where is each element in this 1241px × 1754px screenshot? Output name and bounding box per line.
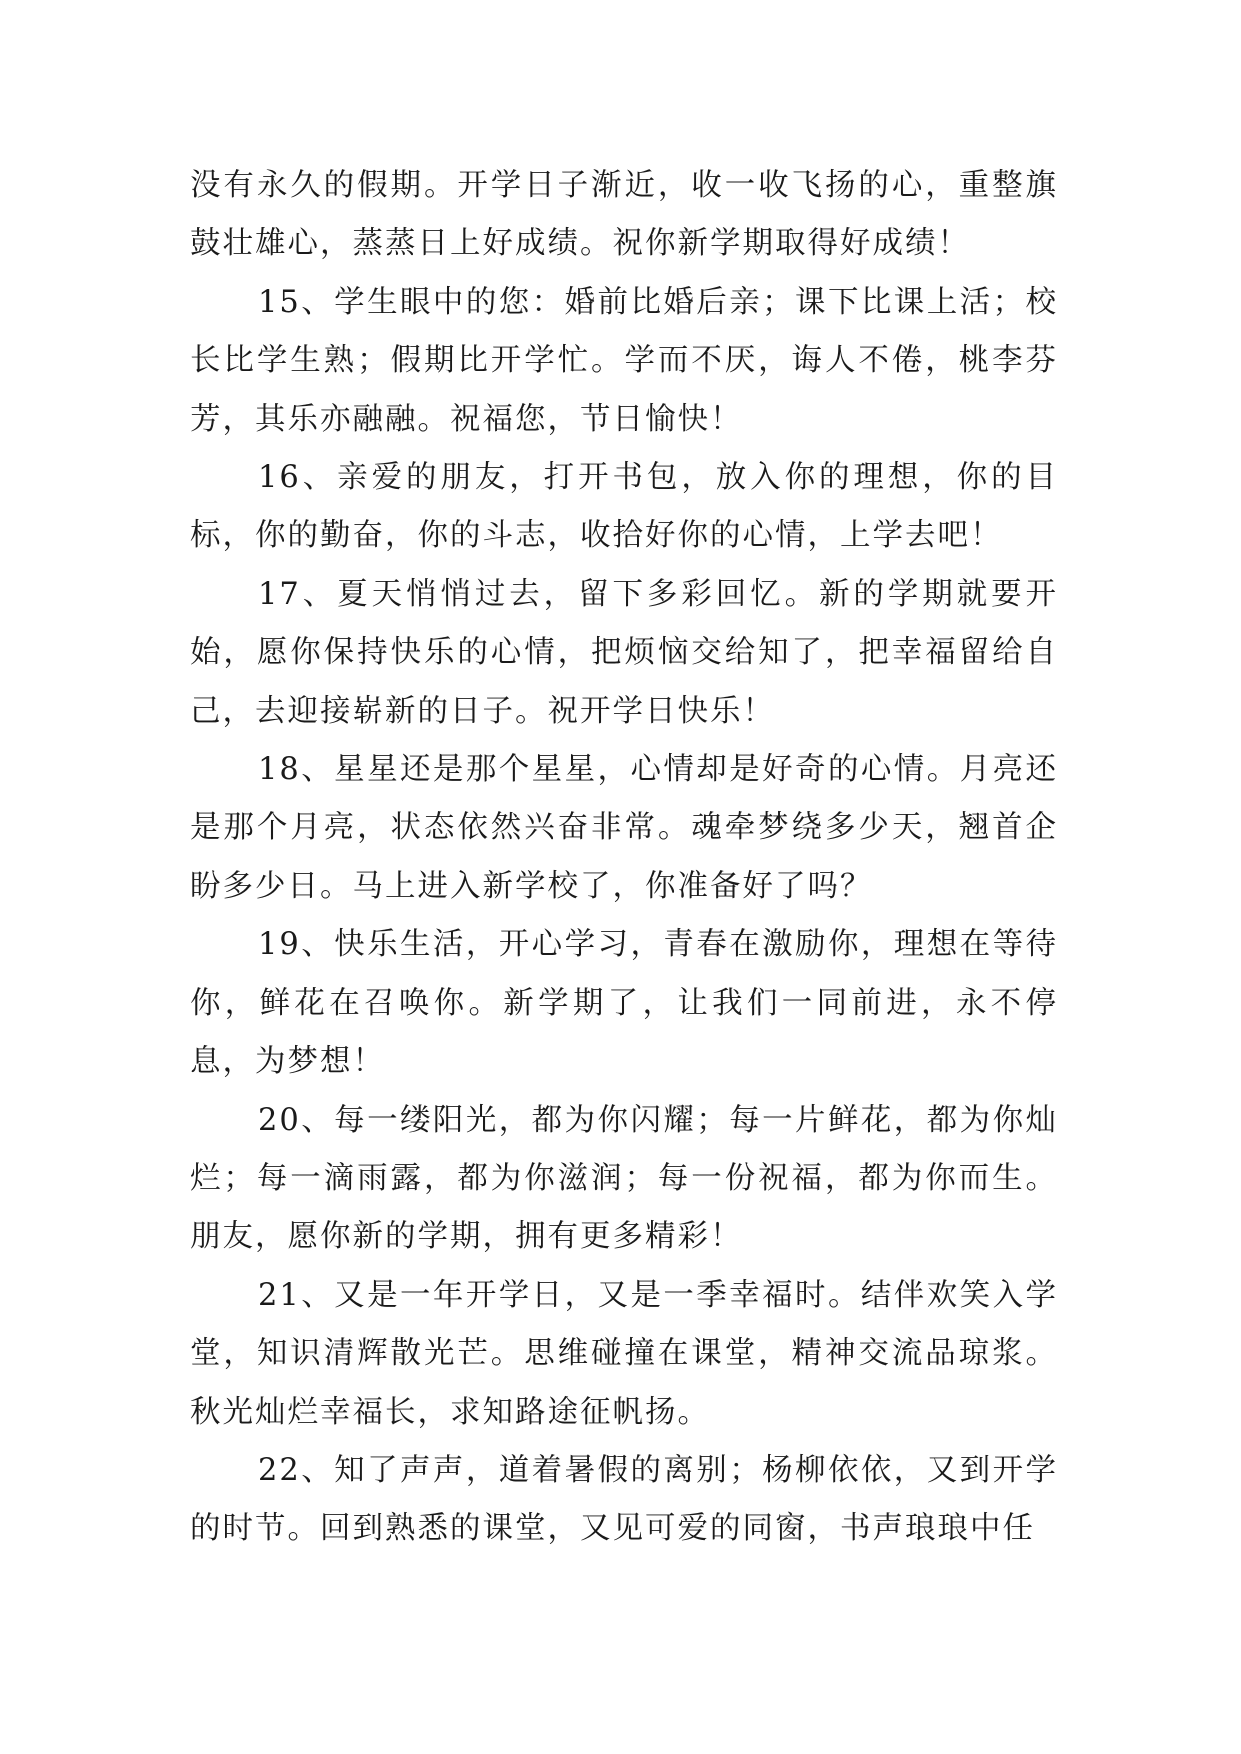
paragraph-16: 16、亲爱的朋友，打开书包，放入你的理想，你的目标，你的勤奋，你的斗志，收拾好你的心情，上学去吧！ xyxy=(190,460,1058,554)
paragraph-continuation: 没有永久的假期。开学日子渐近，收一收飞扬的心，重整旗鼓壮雄心，蒸蒸日上好成绩。祝你新学期取得好成绩！ xyxy=(190,168,1058,262)
paragraph-22: 22、知了声声，道着暑假的离别；杨柳依依，又到开学的时节。回到熟悉的课堂，又见可爱的同窗，书声琅琅中任 xyxy=(190,1452,1058,1547)
document-body xyxy=(190,157,1058,1559)
paragraph-19: 19、快乐生活，开心学习，青春在激励你，理想在等待你，鲜花在召唤你。新学期了，让我们一同前进，永不停息，为梦想！ xyxy=(190,927,1058,1080)
paragraph-17: 17、夏天悄悄过去，留下多彩回忆。新的学期就要开始，愿你保持快乐的心情，把烦恼交给知了，把幸福留给自己，去迎接崭新的日子。祝开学日快乐！ xyxy=(190,576,1058,729)
paragraph-20: 20、每一缕阳光，都为你闪耀；每一片鲜花，都为你灿烂；每一滴雨露，都为你滋润；每一份祝福，都为你而生。朋友，愿你新的学期，拥有更多精彩！ xyxy=(190,1102,1058,1255)
paragraph-15: 15、学生眼中的您：婚前比婚后亲；课下比课上活；校长比学生熟；假期比开学忙。学而不厌，诲人不倦，桃李芬芳，其乐亦融融。祝福您，节日愉快！ xyxy=(190,284,1058,437)
paragraph-21: 21、又是一年开学日，又是一季幸福时。结伴欢笑入学堂，知识清辉散光芒。思维碰撞在课堂，精神交流品琼浆。秋光灿烂幸福长，求知路途征帆扬。 xyxy=(190,1277,1058,1430)
paragraph-18: 18、星星还是那个星星，心情却是好奇的心情。月亮还是那个月亮，状态依然兴奋非常。魂牵梦绕多少天，翘首企盼多少日。马上进入新学校了，你准备好了吗？ xyxy=(190,752,1058,904)
